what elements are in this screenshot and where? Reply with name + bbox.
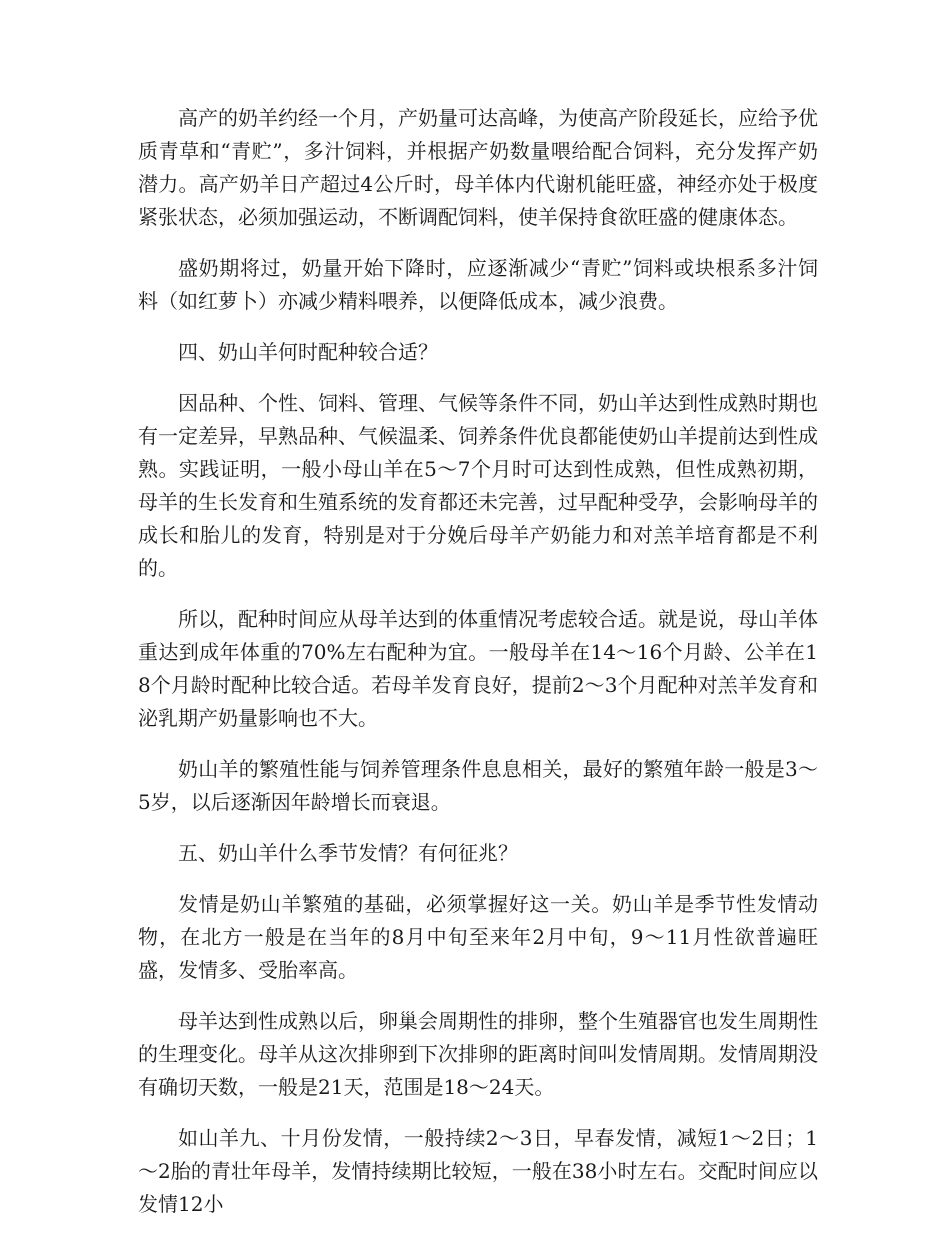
paragraph: 所以，配种时间应从母羊达到的体重情况考虑较合适。就是说，母山羊体重达到成年体重的70%左右配种为宜。一般母羊在14～16个月龄、公羊在18个月龄时配种比较合适。若母羊发育良好，提前2～3个月配种对羔羊发育和泌乳期产奶量影响也不大。 — [138, 607, 818, 730]
paragraph: 母羊达到性成熟以后，卵巢会周期性的排卵，整个生殖器官也发生周期性的生理变化。母羊从这次排卵到下次排卵的距离时间叫发情周期。发情周期没有确切天数，一般是21天，范围是18～24天。 — [138, 1009, 818, 1099]
section-heading: 五、奶山羊什么季节发情？有何征兆？ — [178, 841, 518, 865]
paragraph: 奶山羊的繁殖性能与饲养管理条件息息相关，最好的繁殖年龄一般是3～5岁，以后逐渐因年龄增长而衰退。 — [138, 757, 818, 814]
document-page — [138, 102, 818, 1239]
paragraph: 如山羊九、十月份发情，一般持续2～3日，早春发情，减短1～2日；1～2胎的青壮年母羊，发情持续期比较短，一般在38小时左右。交配时间应以发情12小 — [138, 1126, 818, 1216]
paragraph: 高产的奶羊约经一个月，产奶量可达高峰，为使高产阶段延长，应给予优质青草和“青贮”，多汁饲料，并根据产奶数量喂给配合饲料，充分发挥产奶潜力。高产奶羊日产超过4公斤时，母羊体内代谢机能旺盛，神经亦处于极度紧张状态，必须加强运动，不断调配饲料，使羊保持食欲旺盛的健康体态。 — [138, 106, 818, 229]
paragraph: 盛奶期将过，奶量开始下降时，应逐渐减少“青贮”饲料或块根系多汁饲料（如红萝卜）亦减少精料喂养，以便降低成本，减少浪费。 — [138, 256, 818, 313]
section-heading: 四、奶山羊何时配种较合适？ — [178, 340, 438, 364]
paragraph: 发情是奶山羊繁殖的基础，必须掌握好这一关。奶山羊是季节性发情动物，在北方一般是在当年的8月中旬至来年2月中旬，9～11月性欲普遍旺盛，发情多、受胎率高。 — [138, 892, 818, 982]
paragraph: 因品种、个性、饲料、管理、气候等条件不同，奶山羊达到性成熟时期也有一定差异，早熟品种、气候温柔、饲养条件优良都能使奶山羊提前达到性成熟。实践证明，一般小母山羊在5～7个月时可达到性成熟，但性成熟初期，母羊的生长发育和生殖系统的发育都还未完善，过早配种受孕，会影响母羊的成长和胎儿的发育，特别是对于分娩后母羊产奶能力和对羔羊培育都是不利的。 — [138, 391, 818, 580]
